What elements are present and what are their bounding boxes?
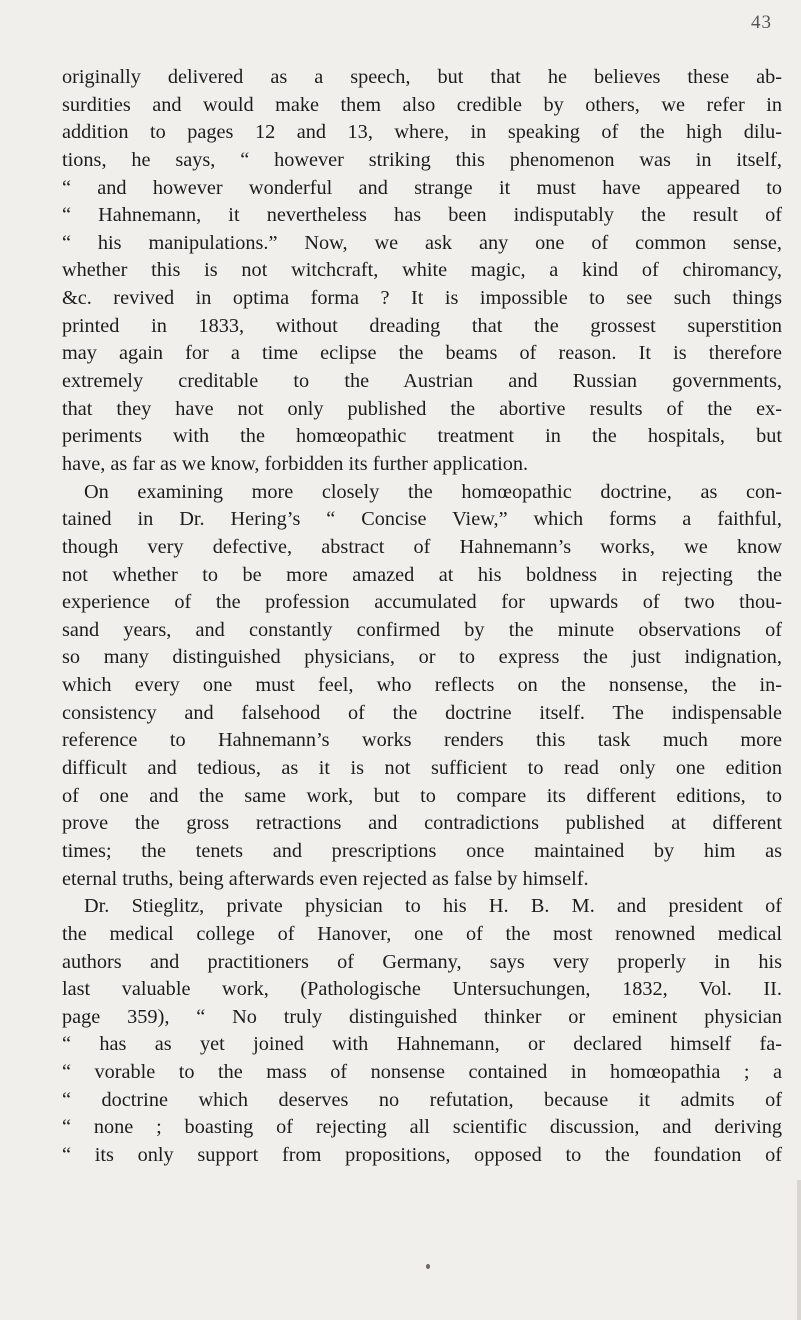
text-line: that they have not only published the abortive results of the ex- bbox=[62, 397, 782, 420]
text-line: difficult and tedious, as it is not sufficient to read only one edition bbox=[62, 757, 782, 780]
page-edge-shadow bbox=[797, 1180, 801, 1320]
text-line: &c. revived in optima forma ? It is impossible to see such things bbox=[62, 287, 782, 310]
paragraph-end-line: have, as far as we know, forbidden its further application. bbox=[62, 452, 529, 475]
text-line: of one and the same work, but to compare its different editions, to bbox=[62, 784, 782, 807]
paragraph-start-line: Dr. Stieglitz, private physician to his H. B. M. and president of bbox=[84, 895, 782, 918]
text-line: whether this is not witchcraft, white magic, a kind of chiromancy, bbox=[62, 259, 782, 282]
text-line: “ has as yet joined with Hahnemann, or declared himself fa- bbox=[62, 1033, 782, 1056]
paragraph-start-line: On examining more closely the homœopathic doctrine, as con- bbox=[84, 480, 782, 503]
text-line: not whether to be more amazed at his boldness in rejecting the bbox=[62, 563, 782, 586]
text-line: authors and practitioners of Germany, says very properly in his bbox=[62, 950, 782, 973]
paragraph-end-line: eternal truths, being afterwards even rejected as false by himself. bbox=[62, 867, 589, 890]
text-line: which every one must feel, who reflects on the nonsense, the in- bbox=[62, 674, 782, 697]
text-line: consistency and falsehood of the doctrine itself. The indispensable bbox=[62, 701, 782, 724]
text-line: times; the tenets and prescriptions once maintained by him as bbox=[62, 839, 782, 862]
text-line: tained in Dr. Hering’s “ Concise View,” which forms a faithful, bbox=[62, 508, 782, 531]
text-line: addition to pages 12 and 13, where, in speaking of the high dilu- bbox=[62, 121, 782, 144]
page-number: 43 bbox=[751, 12, 772, 33]
text-line: so many distinguished physicians, or to express the just indignation, bbox=[62, 646, 782, 669]
text-line: “ Hahnemann, it nevertheless has been indisputably the result of bbox=[62, 204, 782, 227]
text-line: originally delivered as a speech, but that he believes these ab- bbox=[62, 66, 782, 88]
text-line: “ doctrine which deserves no refutation, because it admits of bbox=[62, 1088, 782, 1111]
text-line: though very defective, abstract of Hahnemann’s works, we know bbox=[62, 535, 782, 558]
text-line: “ and however wonderful and strange it must have appeared to bbox=[62, 176, 782, 199]
text-line: sand years, and constantly confirmed by the minute observations of bbox=[62, 618, 782, 641]
text-line: tions, he says, “ however striking this phenomenon was in itself, bbox=[62, 148, 782, 171]
text-line: last valuable work, (Pathologische Untersuchungen, 1832, Vol. II. bbox=[62, 978, 782, 1001]
text-line: printed in 1833, without dreading that the grossest superstition bbox=[62, 314, 782, 337]
text-line: “ its only support from propositions, opposed to the foundation of bbox=[62, 1143, 782, 1166]
text-line: experience of the profession accumulated for upwards of two thou- bbox=[62, 591, 782, 614]
text-line: “ vorable to the mass of nonsense contained in homœopathia ; a bbox=[62, 1061, 782, 1084]
text-line: periments with the homœopathic treatment in the hospitals, but bbox=[62, 425, 782, 448]
text-line: surdities and would make them also credible by others, we refer in bbox=[62, 93, 782, 116]
text-line: may again for a time eclipse the beams of reason. It is therefore bbox=[62, 342, 782, 365]
text-line: reference to Hahnemann’s works renders this task much more bbox=[62, 729, 782, 752]
text-line: prove the gross retractions and contradictions published at different bbox=[62, 812, 782, 835]
text-line: the medical college of Hanover, one of the most renowned medical bbox=[62, 922, 782, 945]
text-line: “ his manipulations.” Now, we ask any one of common sense, bbox=[62, 231, 782, 254]
text-line: page 359), “ No truly distinguished thinker or eminent physician bbox=[62, 1005, 782, 1028]
ink-speck bbox=[426, 1264, 430, 1269]
text-line: extremely creditable to the Austrian and Russian governments, bbox=[62, 370, 782, 393]
text-line: “ none ; boasting of rejecting all scientific discussion, and deriving bbox=[62, 1116, 782, 1139]
body-text bbox=[62, 64, 782, 1170]
